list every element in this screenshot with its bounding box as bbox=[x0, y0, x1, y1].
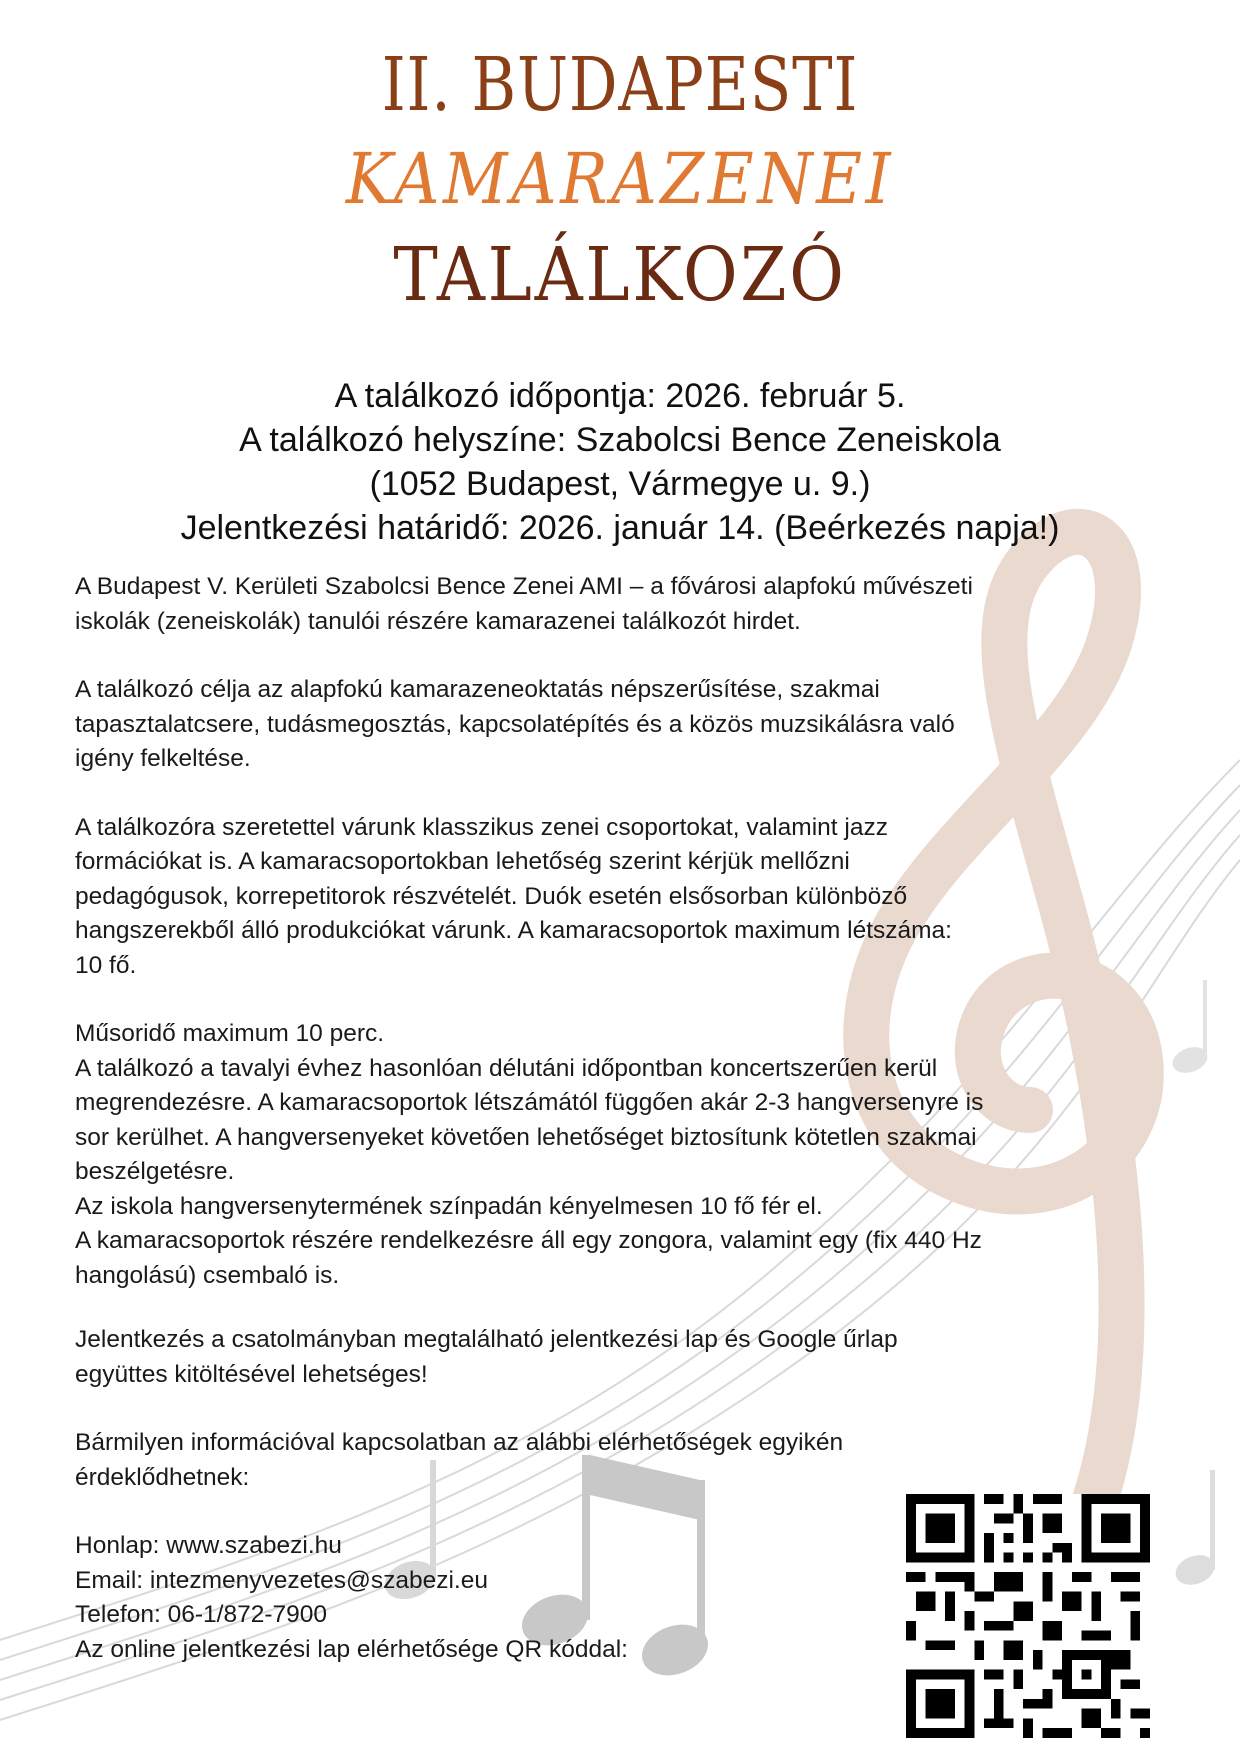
contact-email[interactable]: Email: intezmenyvezetes@szabezi.eu bbox=[75, 1566, 488, 1594]
title-line-3: TALÁLKOZÓ bbox=[393, 232, 847, 318]
contact-website[interactable]: Honlap: www.szabezi.hu bbox=[75, 1532, 342, 1559]
event-title bbox=[0, 42, 1240, 318]
event-info bbox=[0, 374, 1240, 550]
application-paragraph: Jelentkezés a csatolmányban megtalálható jelentkezési lap és Google űrlap együttes kitöltésével lehetséges! bbox=[75, 1326, 898, 1388]
program-paragraph: Műsoridő maximum 10 perc. A találkozó a tavalyi évhez hasonlóan délutáni időpontban koncertszerűen kerül megrendezésre. A kamaracsoportok létszámától függően akár 2-3 hangversenyre is sor kerülhet. A hangversenyeket követően lehetőséget biztosítunk kötetlen szakmai beszélgetésre. Az iskola hangversenytermének színpadán kényelmesen 10 fő fér el. A kamaracsoportok részére rendelkezésre áll egy zongora, valamint egy (fix 440 Hz hangolású) csembaló is. bbox=[75, 1020, 984, 1289]
goal-paragraph: A találkozó célja az alapfokú kamarazeneoktatás népszerűsítése, szakmai tapasztalatcsere, tudásmegosztás, kapcsolatépítés és a közös muzsikálásra való igény felkeltése. bbox=[75, 676, 955, 772]
intro-paragraph: A Budapest V. Kerületi Szabolcsi Bence Zenei AMI – a fővárosi alapfokú művészeti iskolák (zeneiskolák) tanulói részére kamarazenei találkozót hirdet. bbox=[75, 573, 973, 635]
event-address: (1052 Budapest, Vármegye u. 9.) bbox=[369, 465, 871, 503]
title-line-2: KAMARAZENEI bbox=[345, 138, 895, 220]
qr-label: Az online jelentkezési lap elérhetősége QR kóddal: bbox=[75, 1635, 628, 1663]
event-venue: A találkozó helyszíne: Szabolcsi Bence Zeneiskola bbox=[239, 421, 1001, 459]
contact-phone: Telefon: 06-1/872-7900 bbox=[75, 1601, 327, 1628]
event-date: A találkozó időpontja: 2026. február 5. bbox=[334, 377, 906, 415]
groups-paragraph: A találkozóra szeretettel várunk klasszikus zenei csoportokat, valamint jazz formációkat is. A kamaracsoportokban lehetőség szerint kérjük mellőzni pedagógusok, korrepetitorok részvételét. Duók esetén elsősorban különböző hangszerekből álló produkciókat várunk. A kamaracsoportok maximum létszáma: 10 fő. bbox=[75, 813, 952, 979]
qr-code-icon[interactable] bbox=[906, 1494, 1150, 1738]
title-line-1: II. BUDAPESTI bbox=[381, 42, 859, 128]
contact-intro-paragraph: Bármilyen információval kapcsolatban az alábbi elérhetőségek egyikén érdeklődhetnek: bbox=[75, 1429, 844, 1491]
event-deadline: Jelentkezési határidő: 2026. január 14. (Beérkezés napja!) bbox=[180, 509, 1060, 547]
